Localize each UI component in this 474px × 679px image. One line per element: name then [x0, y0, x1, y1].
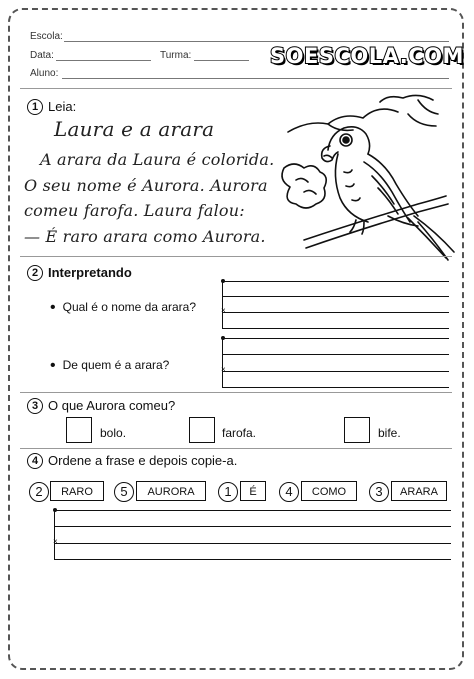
option-bolo: bolo.: [100, 426, 127, 440]
question-4-label: Ordene a frase e depois copie-a.: [48, 453, 238, 468]
question-1-label: Leia:: [48, 99, 77, 114]
question-2-number: 2: [27, 265, 43, 281]
question-3-number: 3: [27, 398, 43, 414]
word-box-5: ARARA: [391, 481, 447, 501]
answer-lines-2a[interactable]: ×: [222, 281, 223, 329]
question-4-number: 4: [27, 453, 43, 469]
word-box-2: AURORA: [136, 481, 206, 501]
student-field[interactable]: [62, 78, 449, 79]
date-label: Data:: [30, 50, 54, 61]
header-divider: [20, 88, 452, 89]
story-line-1: A arara da Laura é colorida.: [40, 150, 275, 169]
parrot-on-branch-illustration: [268, 92, 458, 262]
student-label: Aluno:: [30, 68, 59, 79]
word-box-3: É: [240, 481, 266, 501]
word-order-2: 5: [114, 482, 134, 502]
checkbox-bolo[interactable]: [66, 417, 92, 443]
checkbox-farofa[interactable]: [189, 417, 215, 443]
school-field[interactable]: [64, 41, 449, 42]
question-2b-text: • De quem é a arara?: [50, 356, 169, 374]
word-box-1: RARO: [50, 481, 104, 501]
divider-1: [20, 256, 452, 257]
word-order-5: 3: [369, 482, 389, 502]
divider-2: [20, 392, 452, 393]
class-label: Turma:: [160, 50, 192, 61]
option-bife: bife.: [378, 426, 401, 440]
story-line-2: O seu nome é Aurora. Aurora: [24, 176, 268, 195]
word-box-4: COMO: [301, 481, 357, 501]
question-1-number: 1: [27, 99, 43, 115]
story-line-4: — É raro arara como Aurora.: [24, 227, 266, 246]
copy-answer-lines[interactable]: ×: [54, 510, 55, 560]
question-3-label: O que Aurora comeu?: [48, 398, 176, 413]
site-logo: SOESCOLA.COM: [270, 44, 464, 68]
story-title: Laura e a arara: [54, 117, 215, 141]
story-line-3: comeu farofa. Laura falou:: [24, 201, 245, 220]
checkbox-bife[interactable]: [344, 417, 370, 443]
word-order-3: 1: [218, 482, 238, 502]
school-label: Escola:: [30, 31, 63, 42]
divider-3: [20, 448, 452, 449]
question-2a-text: • Qual é o nome da arara?: [50, 298, 196, 316]
word-order-1: 2: [29, 482, 49, 502]
date-field[interactable]: [56, 60, 151, 61]
question-2-label: Interpretando: [48, 265, 132, 280]
word-order-4: 4: [279, 482, 299, 502]
answer-lines-2b[interactable]: ×: [222, 338, 223, 388]
option-farofa: farofa.: [222, 426, 257, 440]
class-field[interactable]: [194, 60, 249, 61]
